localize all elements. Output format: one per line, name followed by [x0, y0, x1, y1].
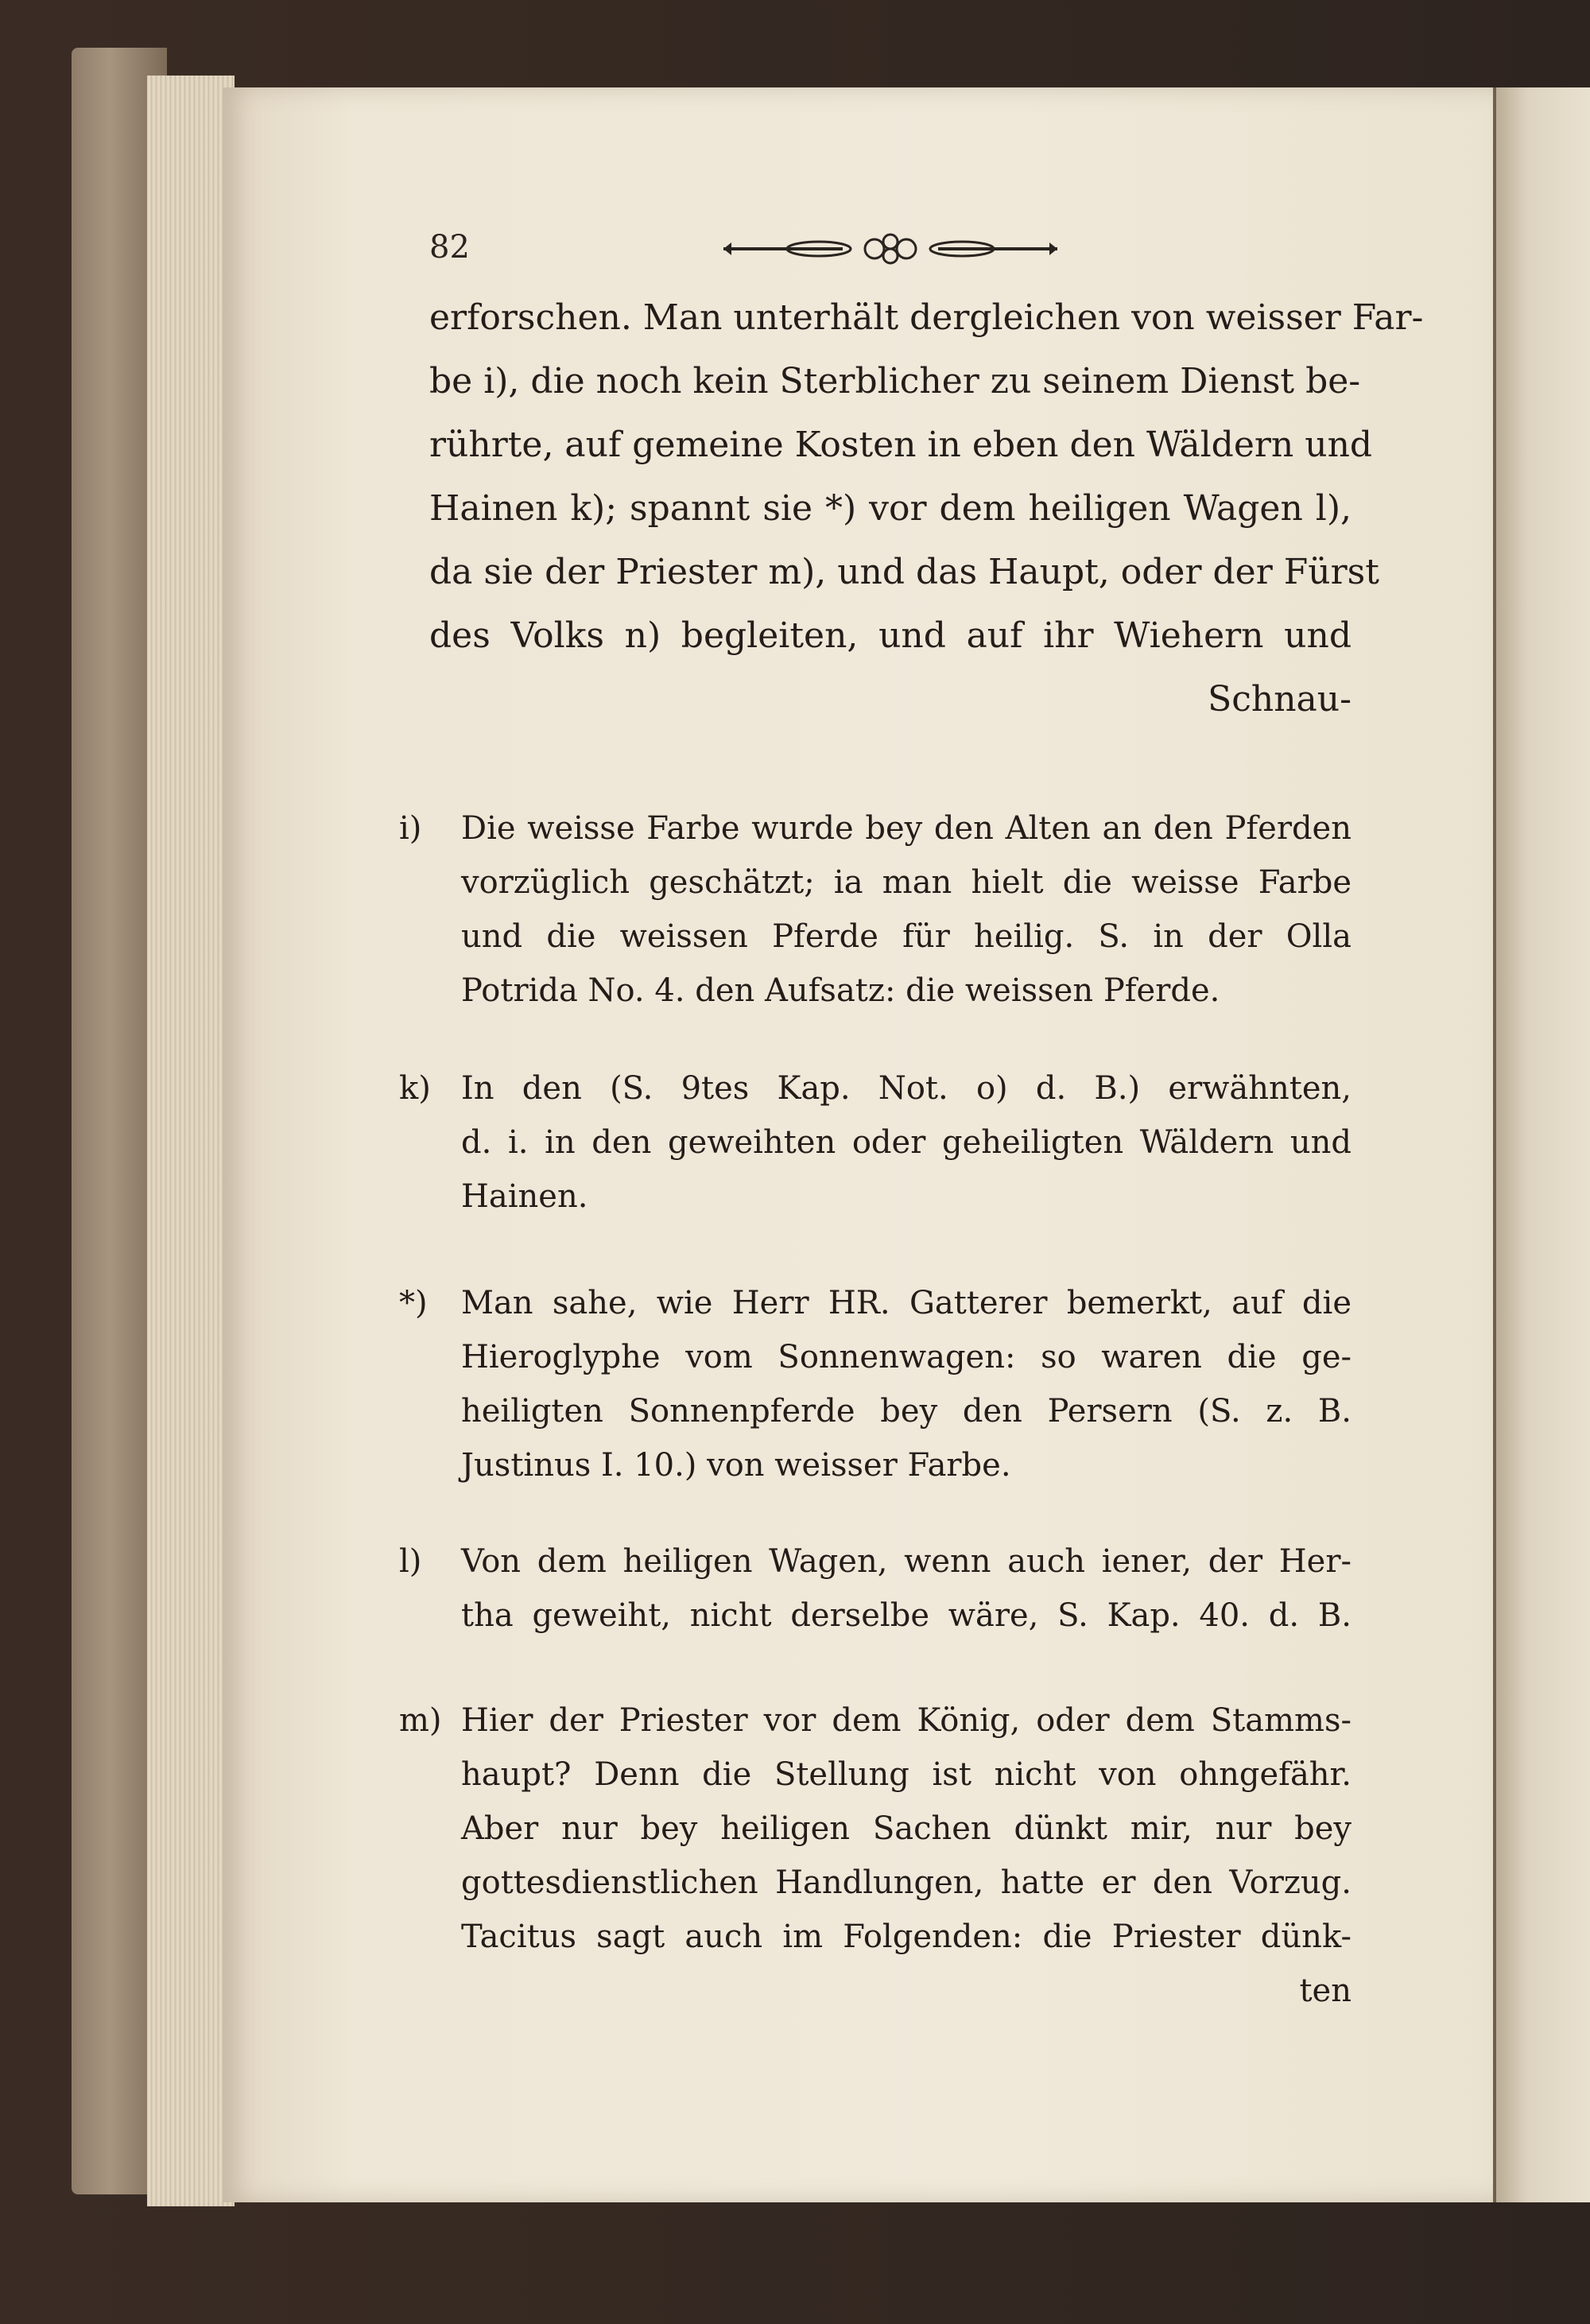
footnote-marker: *)	[399, 1285, 428, 1321]
catchword: Schnau-	[1208, 679, 1352, 720]
footnote-line: Man sahe, wie Herr HR. Gatterer bemerkt, auf die	[461, 1285, 1352, 1321]
footnote-i	[399, 801, 1352, 1018]
footnote-line: Potrida No. 4. den Aufsatz: die weissen Pferde.	[461, 972, 1220, 1009]
facing-page-edge	[1495, 87, 1590, 2202]
page-number: 82	[429, 229, 470, 266]
main-text-line: be i), die noch kein Sterblicher zu seinem Dienst be-	[429, 361, 1361, 402]
footnote-marker: i)	[399, 810, 422, 847]
footnote-marker: m)	[399, 1702, 442, 1739]
main-text-line: Hainen k); spannt sie *) vor dem heiligen Wagen l),	[429, 488, 1352, 529]
footnote-line: tha geweiht, nicht derselbe wäre, S. Kap. 40. d. B.	[461, 1597, 1352, 1634]
main-text-line: des Volks n) begleiten, und auf ihr Wiehern und	[429, 615, 1352, 656]
header-ornament-icon	[716, 231, 1065, 267]
main-text-block	[429, 286, 1424, 731]
footnote-marker: k)	[399, 1070, 431, 1107]
footnote-line: d. i. in den geweihten oder geheiligten Wäldern und	[461, 1124, 1352, 1161]
footnote-l	[399, 1534, 1352, 1643]
footnote-line: Von dem heiligen Wagen, wenn auch iener, der Her-	[461, 1543, 1352, 1580]
footnote-line: und die weissen Pferde für heilig. S. in der Olla	[461, 918, 1352, 955]
footnote-line: Aber nur bey heiligen Sachen dünkt mir, nur bey	[461, 1810, 1352, 1847]
footnote-line: Hainen.	[461, 1178, 588, 1215]
footnote-line: haupt? Denn die Stellung ist nicht von ohngefähr.	[461, 1756, 1352, 1793]
main-text-line: rührte, auf gemeine Kosten in eben den Wäldern und	[429, 425, 1373, 465]
footnote-line: gottesdienstlichen Handlungen, hatte er den Vorzug.	[461, 1864, 1352, 1901]
main-text-line: da sie der Priester m), und das Haupt, oder der Fürst	[429, 552, 1379, 592]
footnote-line: In den (S. 9tes Kap. Not. o) d. B.) erwähnten,	[461, 1070, 1352, 1107]
footnote-line: Hier der Priester vor dem König, oder dem Stamms-	[461, 1702, 1352, 1739]
footnote-line: Justinus I. 10.) von weisser Farbe.	[461, 1447, 1011, 1484]
page-edge-stack	[147, 76, 235, 2206]
footnote-m	[399, 1694, 1352, 2018]
footnote-line: Die weisse Farbe wurde bey den Alten an den Pferden	[461, 810, 1352, 847]
footnote-line: Tacitus sagt auch im Folgenden: die Priester dünk-	[461, 1919, 1352, 1955]
footnote-line: heiligten Sonnenpferde bey den Persern (S. z. B.	[461, 1393, 1352, 1430]
footnote-k	[399, 1061, 1352, 1224]
main-text-line: erforschen. Man unterhält dergleichen von weisser Far-	[429, 297, 1424, 338]
footnote-line: vorzüglich geschätzt; ia man hielt die weisse Farbe	[461, 864, 1352, 901]
catchword: ten	[1299, 1973, 1352, 2009]
book-gutter	[1493, 87, 1496, 2202]
footnote-line: Hieroglyphe vom Sonnenwagen: so waren die ge-	[461, 1339, 1352, 1375]
footnote-star	[399, 1276, 1352, 1492]
footnote-marker: l)	[399, 1543, 422, 1580]
